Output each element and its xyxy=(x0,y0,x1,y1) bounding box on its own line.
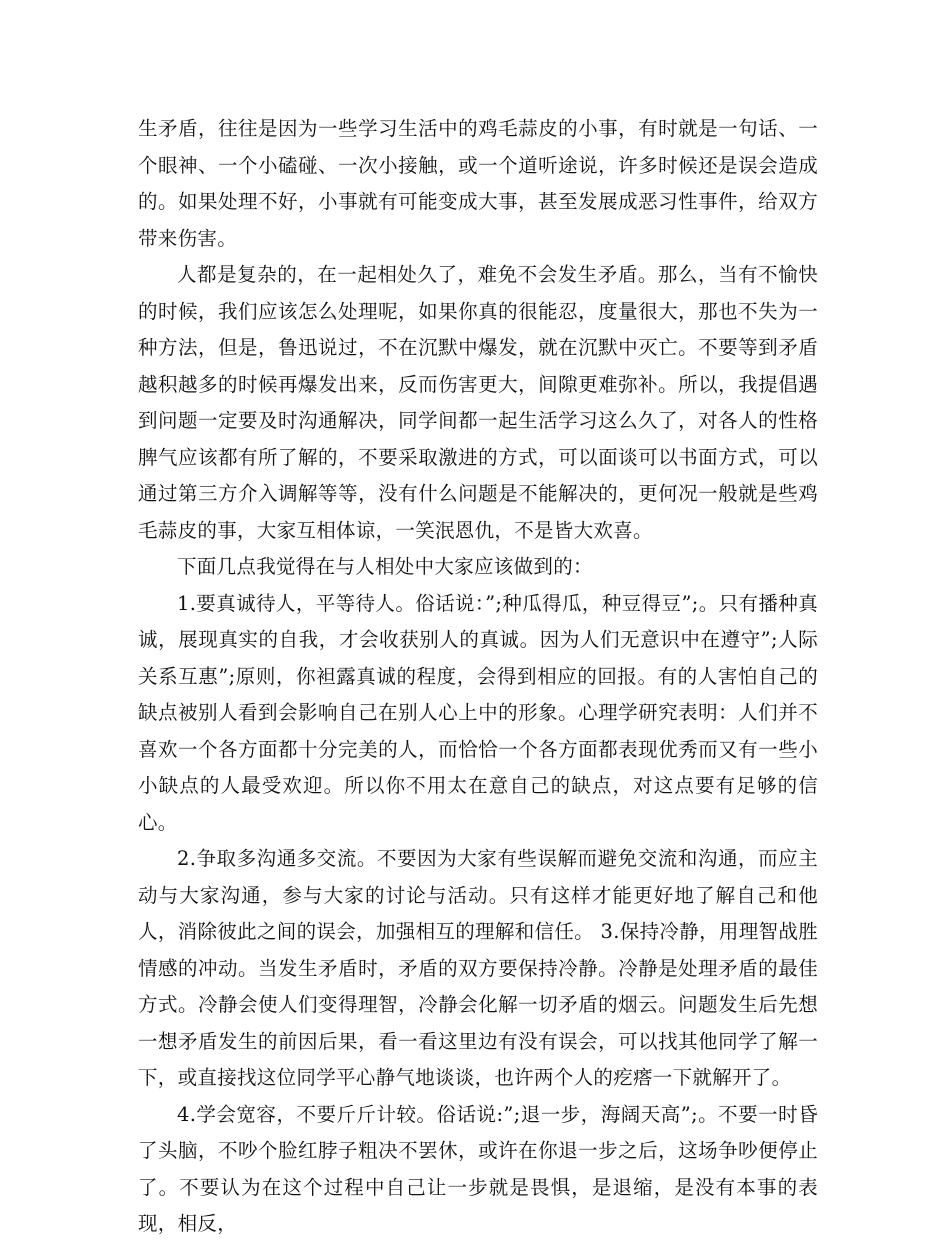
paragraph-5: 2.争取多沟通多交流。不要因为大家有些误解而避免交流和沟通，而应主动与大家沟通，参与大家的讨论与活动。只有这样才能更好地了解自己和他人，消除彼此之间的误会，加强相互的理解和信任。 3.保持冷静，用理智战胜情感的冲动。当发生矛盾时，矛盾的双方要保持冷静。冷静是处理矛盾的最佳方式。冷静会使人们变得理智，冷静会化解一切矛盾的烟云。问题发生后先想一想矛盾发生的前因后果，看一看这里边有没有误会，可以找其他同学了解一下，或直接找这位同学平心静气地谈谈，也许两个人的疙瘩一下就解开了。 xyxy=(138,847,818,1089)
paragraph-4: 1.要真诚待人，平等待人。俗话说：”;种瓜得瓜，种豆得豆”;。只有播种真诚，展现真实的自我，才会收获别人的真诚。因为人们无意识中在遵守”;人际关系互惠”;原则，你袒露真诚的程度，会得到相应的回报。有的人害怕自己的缺点被别人看到会影响自己在别人心上中的形象。心理学研究表明：人们并不喜欢一个各方面都十分完美的人，而恰恰一个各方面都表现优秀而又有一些小小缺点的人最受欢迎。所以你不用太在意自己的缺点，对这点要有足够的信心。 xyxy=(138,591,818,834)
paragraph-2: 人都是复杂的，在一起相处久了，难免不会发生矛盾。那么，当有不愉快的时候，我们应该怎么处理呢，如果你真的很能忍，度量很大，那也不失为一种方法，但是，鲁迅说过，不在沉默中爆发，就在沉默中灭亡。不要等到矛盾越积越多的时候再爆发出来，反而伤害更大，间隙更难弥补。所以，我提倡遇到问题一定要及时沟通解决，同学间都一起生活学习这么久了，对各人的性格脾气应该都有所了解的，不要采取激进的方式，可以面谈可以书面方式，可以通过第三方介入调解等等，没有什么问题是不能解决的，更何况一般就是些鸡毛蒜皮的事，大家互相体谅，一笑泯恩仇，不是皆大欢喜。 xyxy=(138,263,818,542)
paragraph-6: 4.学会宽容，不要斤斤计较。俗话说:”;退一步，海阔天高”;。不要一时昏了头脑，不吵个脸红脖子粗决不罢休，或许在你退一步之后，这场争吵便停止了。不要认为在这个过程中自己让一步就是畏惧，是退缩，是没有本事的表现，相反， xyxy=(138,1102,818,1235)
paragraph-3: 下面几点我觉得在与人相处中大家应该做到的： xyxy=(177,555,593,578)
document-body xyxy=(138,111,818,1243)
paragraph-1: 生矛盾，往往是因为一些学习生活中的鸡毛蒜皮的小事，有时就是一句话、一个眼神、一个小磕碰、一次小接触，或一个道听途说，许多时候还是误会造成的。如果处理不好，小事就有可能变成大事，甚至发展成恶习性事件，给双方带来伤害。 xyxy=(138,117,818,250)
